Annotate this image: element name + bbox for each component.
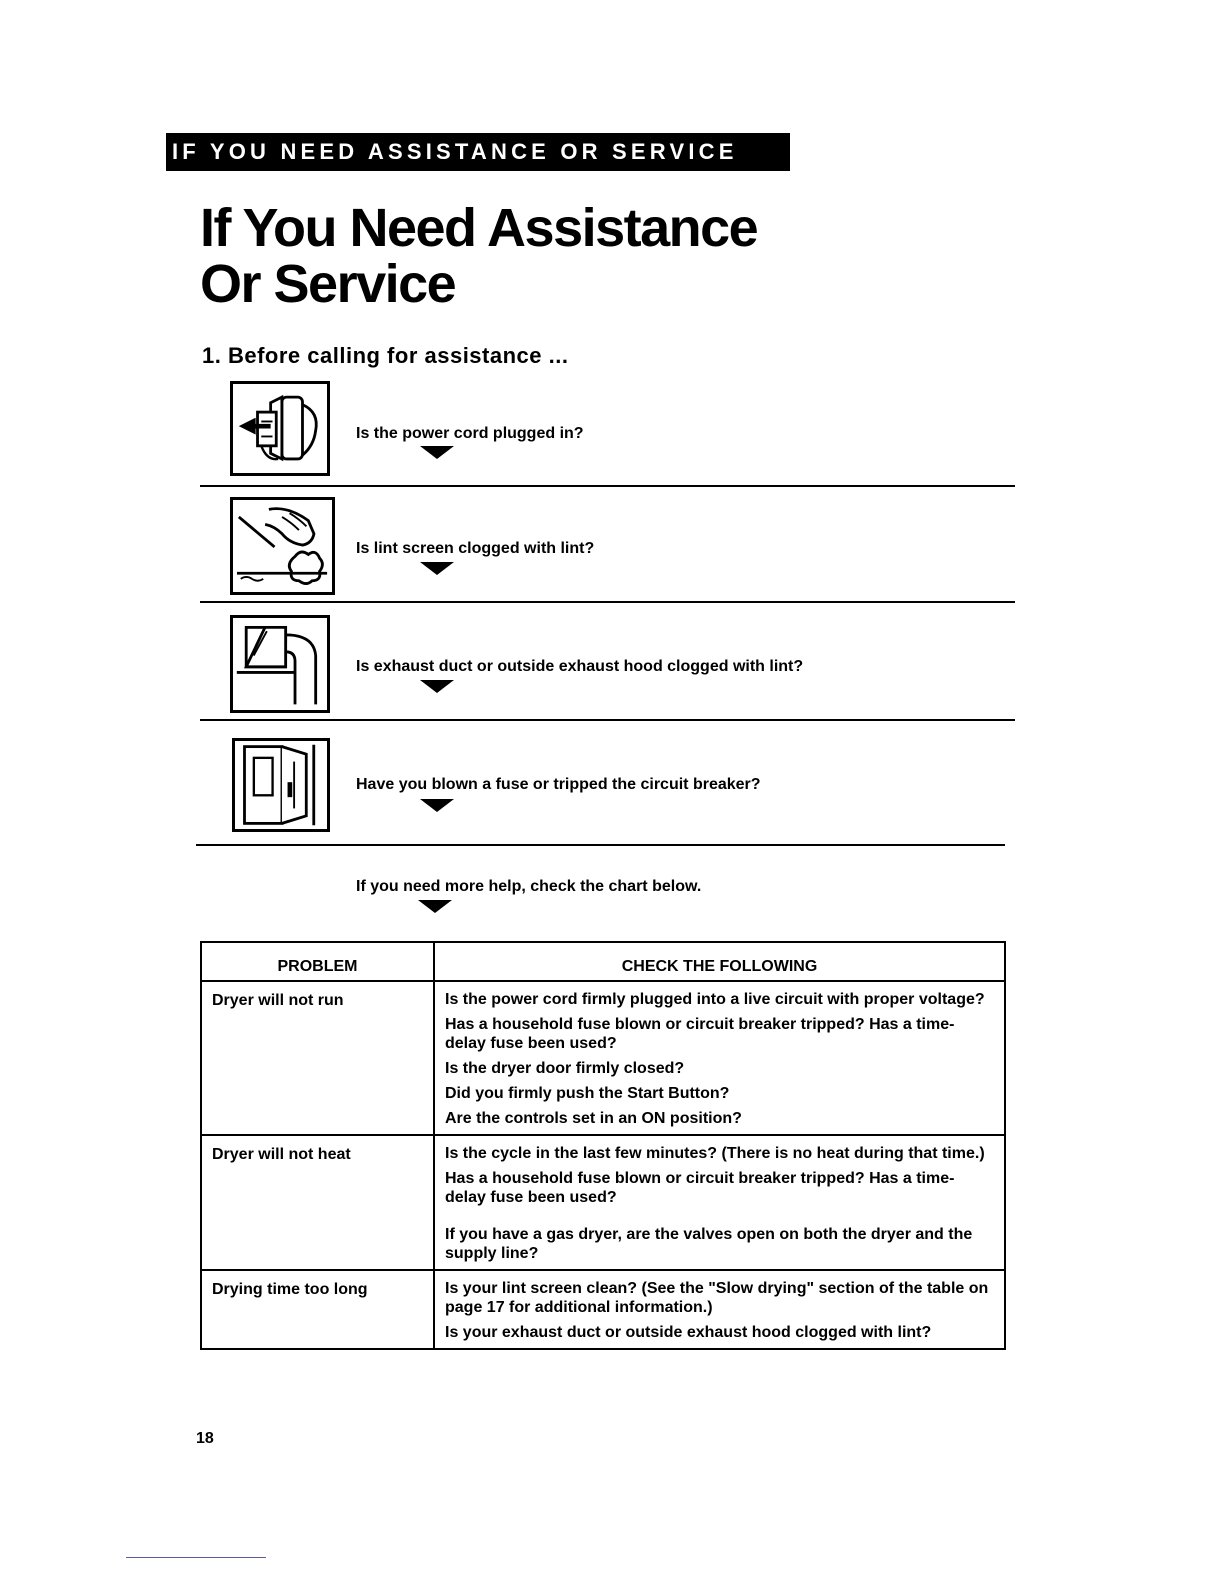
checklist-item: [200, 497, 1015, 606]
check-item: Has a household fuse blown or circuit breaker tripped? Has a time-delay fuse been used?: [445, 1170, 955, 1206]
power-cord-plug-icon: [230, 381, 330, 476]
checklist-question: Is lint screen clogged with lint?: [356, 540, 595, 557]
down-arrow-icon: [420, 799, 454, 812]
checklist-item: [200, 381, 1015, 487]
table-header-row: [201, 942, 1005, 981]
table-row: [201, 981, 1005, 1135]
check-item: Is your exhaust duct or outside exhaust hood clogged with lint?: [445, 1324, 932, 1341]
page-title-line-2: Or Service: [200, 254, 456, 314]
check-item: Are the controls set in an ON position?: [445, 1110, 742, 1127]
footer-rule: [126, 1557, 266, 1558]
row-divider: [196, 844, 1005, 846]
column-header-problem: PROBLEM: [201, 942, 434, 981]
down-arrow-icon: [420, 562, 454, 575]
troubleshooting-table: [200, 941, 1006, 1350]
page-number: 18: [196, 1430, 214, 1447]
page-title-line-1: If You Need Assistance: [200, 198, 758, 258]
checklist-question: Is exhaust duct or outside exhaust hood clogged with lint?: [356, 658, 804, 675]
check-item: If you have a gas dryer, are the valves open on both the dryer and the supply line?: [445, 1226, 973, 1262]
row-divider: [200, 601, 1015, 603]
column-header-checks: CHECK THE FOLLOWING: [434, 942, 1005, 981]
row-divider: [200, 485, 1015, 487]
checklist-question: Have you blown a fuse or tripped the circuit breaker?: [356, 776, 761, 793]
section-banner: IF YOU NEED ASSISTANCE OR SERVICE: [166, 133, 790, 171]
more-help-text: If you need more help, check the chart below.: [356, 878, 702, 895]
checks-cell: [434, 1135, 1005, 1270]
check-item: Is your lint screen clean? (See the "Slow drying" section of the table on page 17 for additional information.): [445, 1280, 989, 1316]
problem-cell: Dryer will not heat: [201, 1135, 434, 1270]
checks-cell: [434, 981, 1005, 1135]
problem-cell: Dryer will not run: [201, 981, 434, 1135]
checklist-item: [200, 615, 1015, 724]
lint-screen-icon: [230, 497, 335, 595]
check-item: Is the dryer door firmly closed?: [445, 1060, 685, 1077]
check-item: Has a household fuse blown or circuit breaker tripped? Has a time-delay fuse been used?: [445, 1016, 955, 1052]
check-item: Is the cycle in the last few minutes? (There is no heat during that time.): [445, 1145, 985, 1162]
checks-cell: [434, 1270, 1005, 1349]
circuit-breaker-icon: [232, 738, 330, 832]
check-item: Is the power cord firmly plugged into a live circuit with proper voltage?: [445, 991, 985, 1008]
down-arrow-icon: [420, 446, 454, 459]
page-title: [200, 200, 757, 312]
checklist-item: [200, 738, 1015, 850]
table-row: [201, 1270, 1005, 1349]
checklist-question: Is the power cord plugged in?: [356, 425, 584, 442]
down-arrow-icon: [420, 680, 454, 693]
check-item: Did you firmly push the Start Button?: [445, 1085, 730, 1102]
step-heading: 1. Before calling for assistance ...: [202, 343, 569, 368]
table-row: [201, 1135, 1005, 1270]
exhaust-hood-icon: [230, 615, 330, 713]
problem-cell: Drying time too long: [201, 1270, 434, 1349]
down-arrow-icon: [418, 900, 452, 913]
row-divider: [200, 719, 1015, 721]
